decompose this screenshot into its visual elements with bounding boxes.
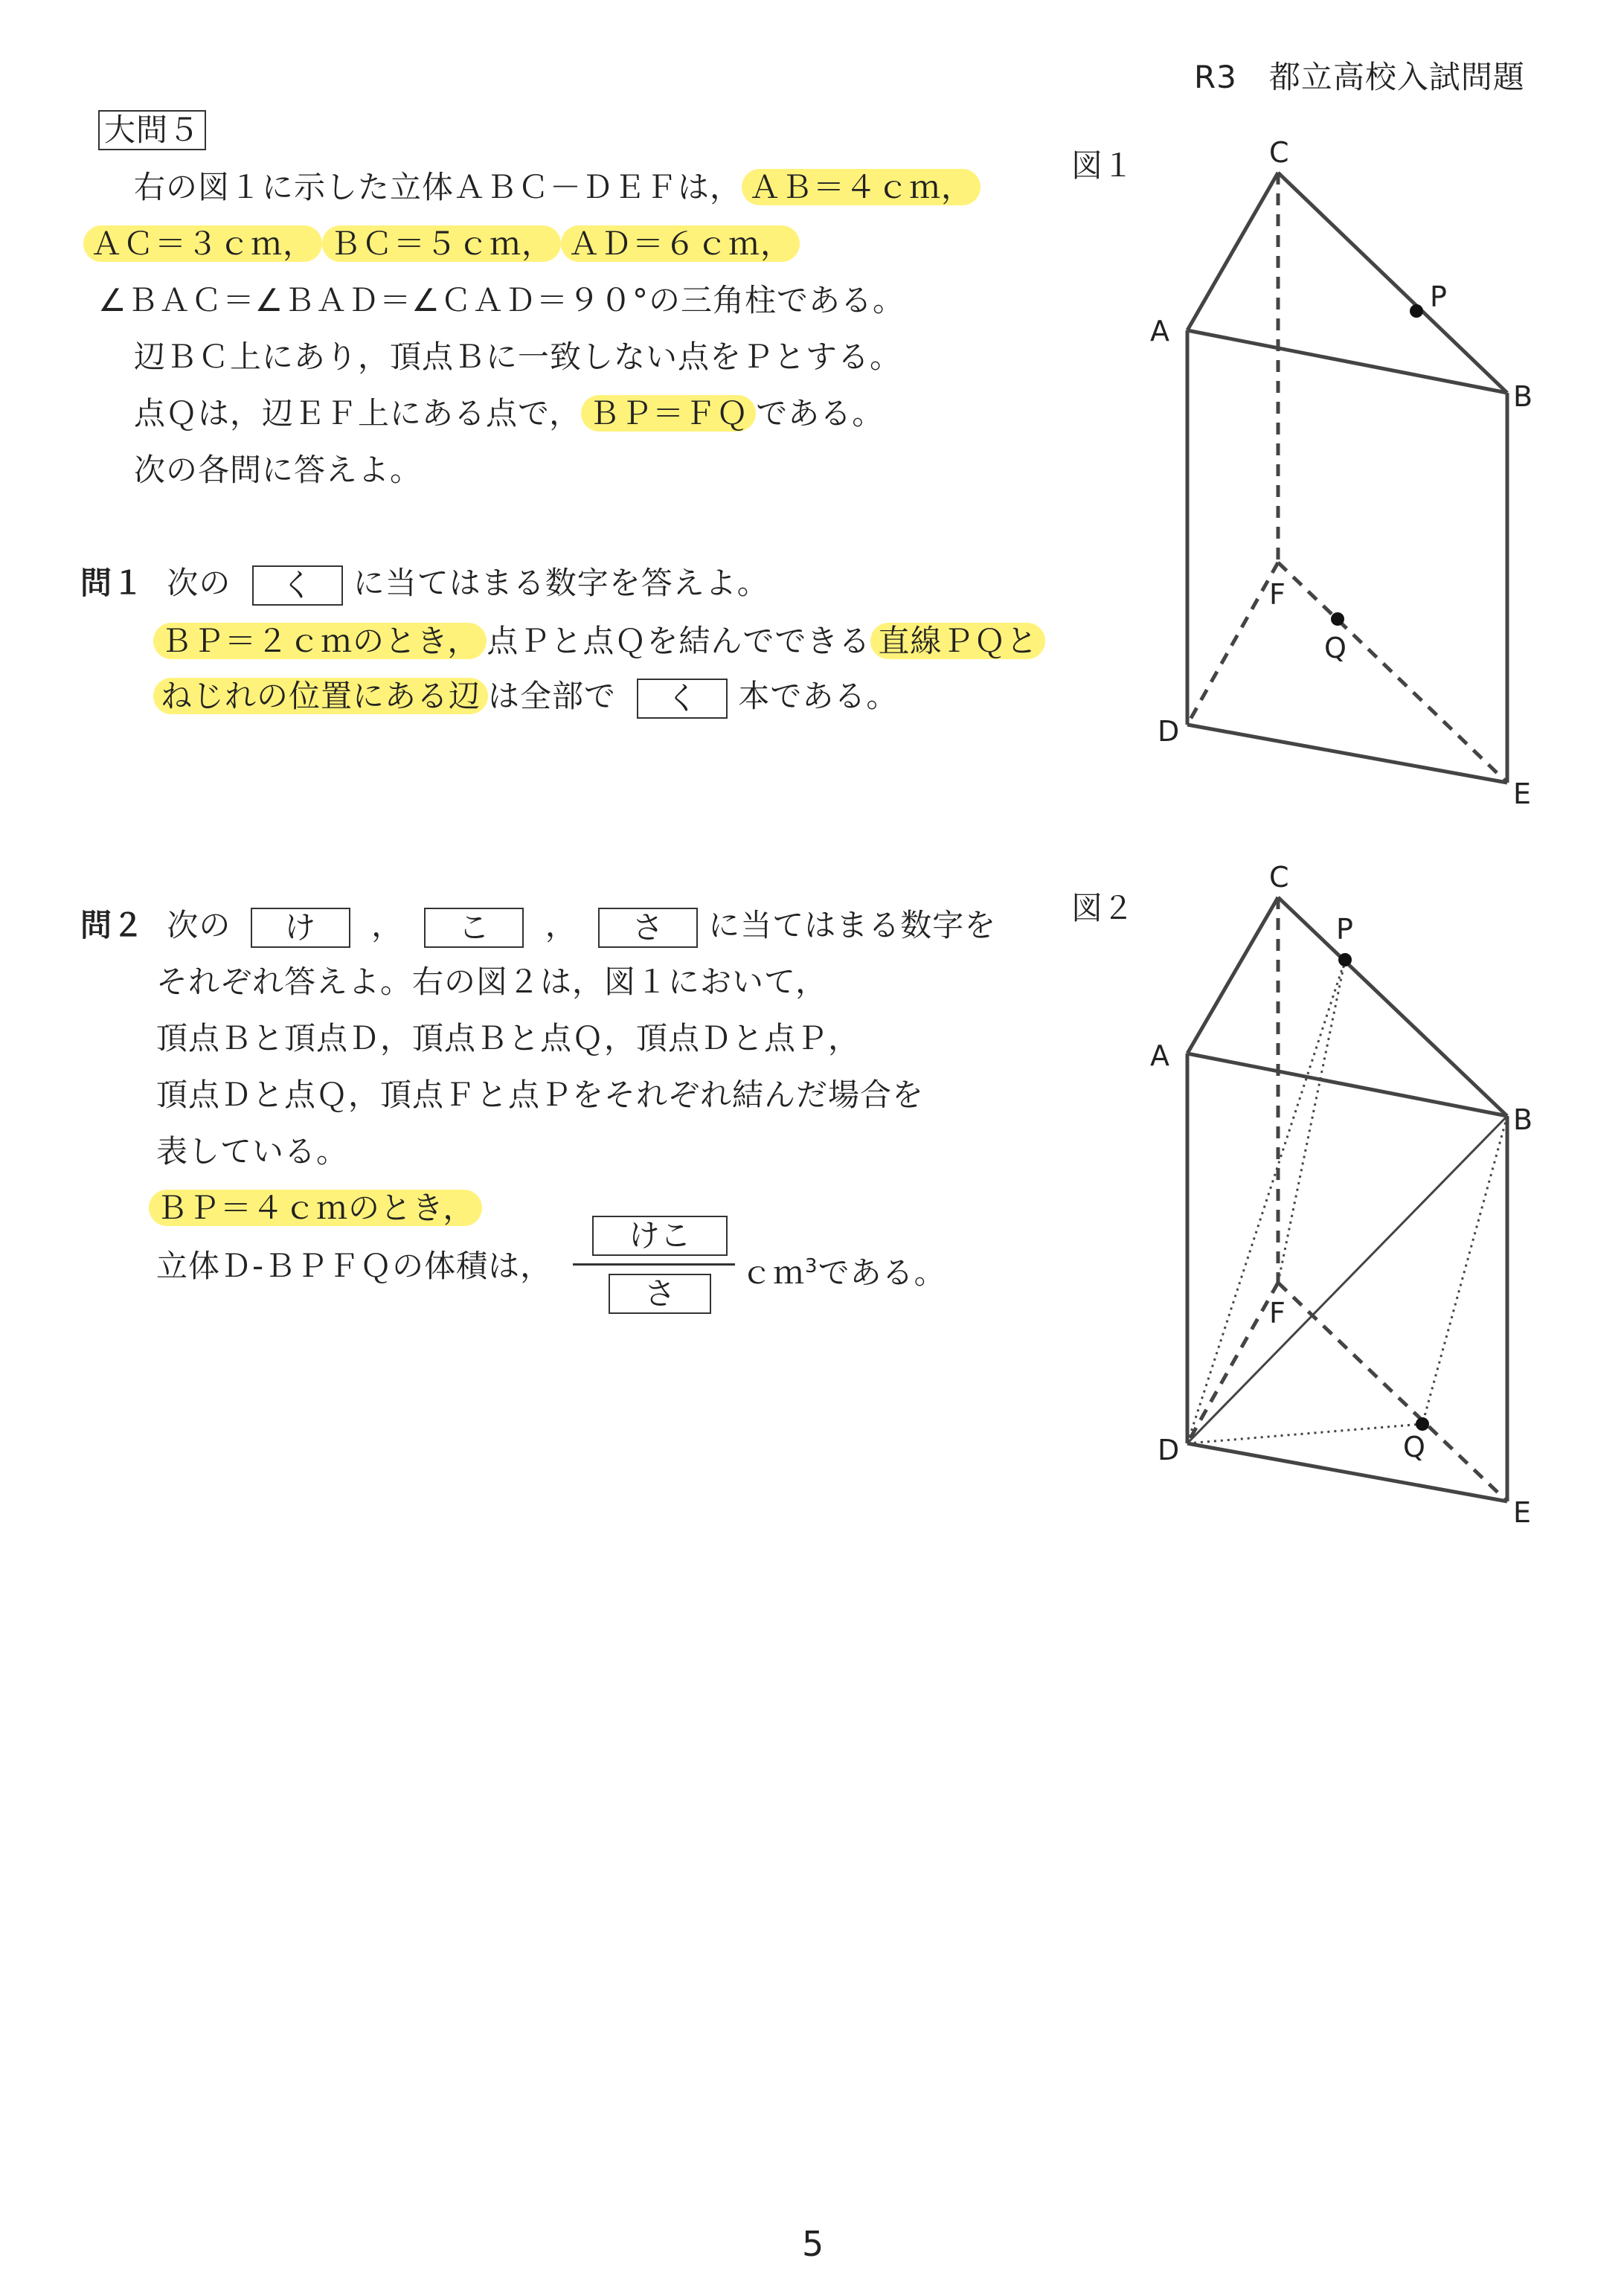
q2-answer-box-ke[interactable]: け xyxy=(251,908,350,948)
q1-line-2 xyxy=(153,622,1045,661)
edge-ca xyxy=(1187,897,1278,1054)
q2-line1-pre: 次の xyxy=(167,907,231,943)
edge-ab xyxy=(1187,330,1507,393)
point-q xyxy=(1416,1417,1429,1431)
intro-line-3: ∠ＢＡＣ＝∠ＢＡＤ＝∠ＣＡＤ＝９０°の三角柱である。 xyxy=(98,282,905,318)
fraction-denominator-box[interactable]: さ xyxy=(609,1274,711,1314)
intro-line-4: 辺ＢＣ上にあり，頂点Ｂに一致しない点をＰとする。 xyxy=(134,339,902,375)
label-e: E xyxy=(1513,777,1532,810)
label-d: D xyxy=(1158,715,1180,748)
label-c: C xyxy=(1269,861,1289,894)
q1-highlight-bp: ＢＰ＝２ｃｍのとき， xyxy=(153,623,487,659)
q1-answer-box-ku-2[interactable]: く xyxy=(637,679,728,719)
q2-line-3: 頂点Ｂと頂点Ｄ，頂点Ｂと点Ｑ，頂点Ｄと点Ｐ， xyxy=(156,1020,861,1056)
intro-line-5-post: である。 xyxy=(756,395,885,432)
label-b: B xyxy=(1513,1103,1533,1136)
q1-label: 問１ xyxy=(80,565,145,601)
edge-ca xyxy=(1187,173,1278,330)
q1-line3-mid: は全部で xyxy=(488,678,617,714)
q2-sep-2: ， xyxy=(545,907,577,943)
segment-bd xyxy=(1187,1116,1507,1443)
segment-dp-hidden xyxy=(1187,960,1345,1443)
q1-answer-box-ku[interactable]: く xyxy=(252,565,343,606)
segment-fp-hidden xyxy=(1278,960,1345,1283)
q1-line1-post: に当てはまる数字を答えよ。 xyxy=(353,565,769,601)
edge-de xyxy=(1187,1443,1507,1501)
q1-line1-pre: 次の xyxy=(167,565,231,601)
intro-line-5-pre: 点Ｑは，辺ＥＦ上にある点で， xyxy=(134,395,582,432)
label-f: F xyxy=(1269,578,1286,611)
label-f: F xyxy=(1269,1297,1286,1330)
page-number: 5 xyxy=(802,2224,825,2264)
intro-line-5 xyxy=(134,394,884,433)
q1-highlight-skew: ねじれの位置にある辺 xyxy=(153,678,488,714)
intro-line-1-pre: 右の図１に示した立体ＡＢＣ－ＤＥＦは， xyxy=(134,169,742,205)
point-p xyxy=(1338,953,1352,966)
label-a: A xyxy=(1150,1039,1169,1072)
q2-line-5: 表している。 xyxy=(156,1133,349,1170)
edge-cb xyxy=(1278,173,1507,393)
intro-line-2 xyxy=(83,225,800,263)
intro-highlight-ad: ＡＤ＝６ｃｍ， xyxy=(561,225,800,262)
q1-line2-mid: 点Ｐと点Ｑを結んでできる xyxy=(487,623,871,659)
edge-fe-hidden xyxy=(1278,562,1507,783)
q1-line3-post: 本である。 xyxy=(738,678,899,714)
q2-label: 問２ xyxy=(80,907,145,943)
label-b: B xyxy=(1513,380,1533,413)
figure-1 xyxy=(1131,119,1547,818)
label-d: D xyxy=(1158,1434,1180,1466)
edge-cb xyxy=(1278,897,1507,1116)
unit-cube: 3 xyxy=(805,1255,818,1277)
q2-line-6 xyxy=(149,1189,482,1228)
q1-line-3 xyxy=(153,677,898,719)
q2-line-1 xyxy=(80,906,996,948)
q2-line-4: 頂点Ｄと点Ｑ，頂点Ｆと点Ｐをそれぞれ結んだ場合を xyxy=(156,1077,925,1113)
intro-highlight-ac: ＡＣ＝３ｃｍ， xyxy=(83,225,322,262)
q2-answer-box-ko[interactable]: こ xyxy=(424,908,524,948)
q2-line1-post: に当てはまる数字を xyxy=(708,907,997,943)
label-q: Q xyxy=(1324,632,1347,664)
q2-line7-post: である。 xyxy=(818,1254,946,1291)
point-q xyxy=(1331,612,1344,626)
figure-2-label: 図２ xyxy=(1071,890,1134,926)
q1-line-1 xyxy=(80,564,769,606)
intro-line-5-highlight: ＢＰ＝ＦＱ xyxy=(581,395,756,432)
point-p xyxy=(1410,304,1423,318)
problem-label-wrap xyxy=(98,110,206,150)
q2-answer-box-sa[interactable]: さ xyxy=(598,908,698,948)
q2-sep-1: ， xyxy=(371,907,404,943)
intro-line-6: 次の各問に答えよ。 xyxy=(134,452,423,488)
label-p: P xyxy=(1430,280,1447,313)
q1-highlight-pq: 直線ＰＱと xyxy=(870,623,1045,659)
label-q: Q xyxy=(1403,1431,1425,1463)
page-header: R3 都立高校入試問題 xyxy=(1194,59,1525,95)
q2-highlight-bp: ＢＰ＝４ｃｍのとき， xyxy=(149,1190,482,1226)
label-a: A xyxy=(1150,315,1169,347)
label-c: C xyxy=(1269,136,1289,169)
segment-dq-hidden xyxy=(1187,1424,1422,1443)
volume-fraction xyxy=(573,1216,736,1327)
label-e: E xyxy=(1513,1496,1532,1529)
fraction-numerator-box[interactable]: けこ xyxy=(592,1216,728,1256)
edge-fe-hidden xyxy=(1278,1283,1507,1501)
figure-2 xyxy=(1131,856,1547,1548)
fraction-bar xyxy=(573,1263,735,1266)
unit-cm: ｃｍ xyxy=(741,1254,806,1291)
q2-line-7-post-wrap xyxy=(741,1247,946,1292)
q2-line-2: それぞれ答えよ。右の図２は，図１において， xyxy=(156,963,828,1000)
figure-1-label: 図１ xyxy=(1071,147,1134,184)
edge-ab xyxy=(1187,1054,1507,1116)
intro-line-1-highlight: ＡＢ＝４ｃｍ， xyxy=(742,169,981,205)
edge-de xyxy=(1187,725,1507,783)
q2-line-7-pre: 立体Ｄ-ＢＰＦＱの体積は， xyxy=(156,1248,553,1284)
intro-line-1 xyxy=(134,168,981,207)
label-p: P xyxy=(1336,913,1353,946)
edge-df-hidden xyxy=(1187,562,1278,725)
intro-highlight-bc: ＢＣ＝５ｃｍ， xyxy=(322,225,561,262)
segment-bq-hidden xyxy=(1422,1116,1507,1424)
problem-label: 大問５ xyxy=(98,110,206,150)
